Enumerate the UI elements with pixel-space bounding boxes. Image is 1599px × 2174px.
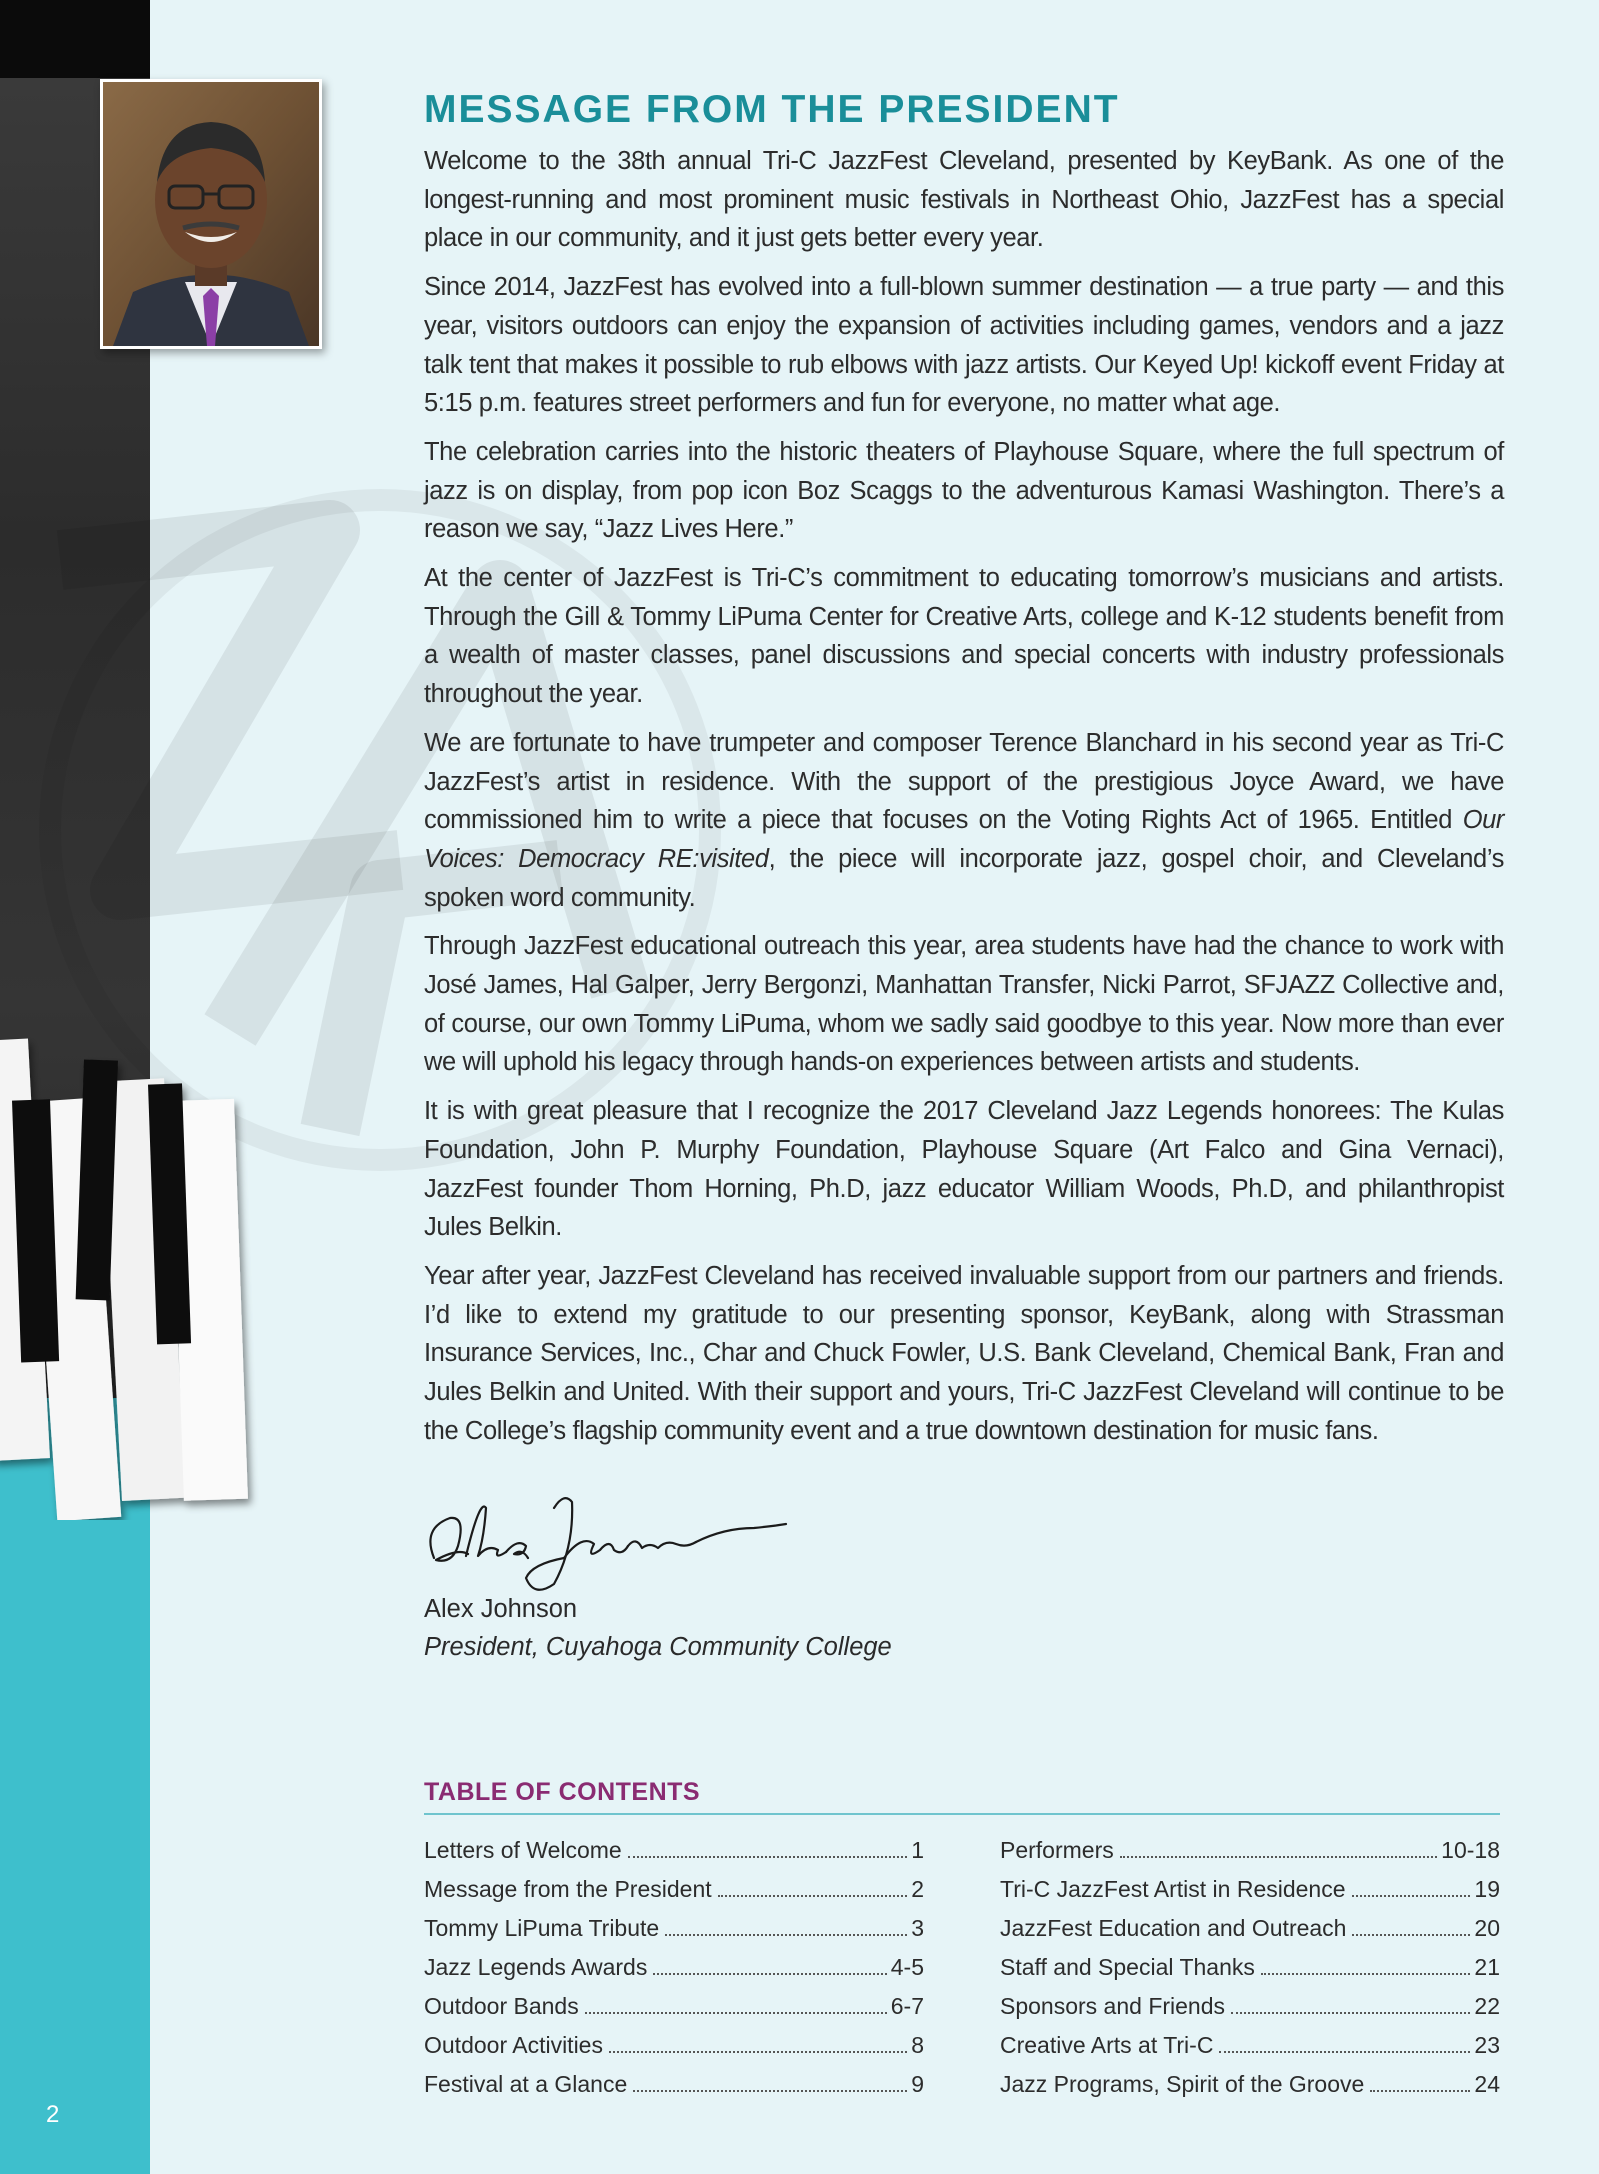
toc-entry [1000,1987,1500,2026]
signatory-title: President, Cuyahoga Community College [424,1633,892,1661]
toc-entry-label: Jazz Programs, Spirit of the Groove [1000,2071,1365,2097]
paragraph: Since 2014, JazzFest has evolved into a full-blown summer destination — a true party — and this year, visitors outdoors can enjoy the expansion of activities including games, vendors and a jazz talk tent that makes it possible to rub elbows with jazz artists. Our Keyed Up! kickoff event Friday at 5:15 p.m. features street performers and fun for everyone, no matter what age. [424,273,1504,418]
toc-entry [424,1948,924,1987]
toc-entry-label: Jazz Legends Awards [424,1954,648,1980]
toc-entry-page: 9 [911,2071,924,2097]
toc-entry-label: Performers [1000,1837,1114,1863]
page-title: MESSAGE FROM THE PRESIDENT [424,88,1120,131]
handwritten-signature [414,1488,794,1598]
toc-entry [424,1909,924,1948]
president-message [424,86,1504,1451]
toc-leader-dots [609,2051,907,2053]
paragraph: It is with great pleasure that I recognize the 2017 Cleveland Jazz Legends honorees: The Kulas Foundation, John P. Murphy Foundation, Playhouse Square (Art Falco and Gina Vernaci), JazzFest founder Thom Horning, Ph.D, jazz educator William Woods, Ph.D, and philanthropist Jules Belkin. [424,1097,1504,1242]
toc-leader-dots [1261,1973,1471,1975]
paragraph: Welcome to the 38th annual Tri-C JazzFest Cleveland, presented by KeyBank. As one of the longest-running and most prominent music festivals in Northeast Ohio, JazzFest has a special place in our community, and it just gets better every year. [424,147,1504,253]
toc-entry [1000,1909,1500,1948]
paragraph: Year after year, JazzFest Cleveland has received invaluable support from our partners and friends. I’d like to extend my gratitude to our presenting sponsor, KeyBank, along with Strassman Insurance Services, Inc., Char and Chuck Fowler, U.S. Bank Cleveland, Chemical Bank, Fran and Jules Belkin and United. With their support and yours, Tri-C JazzFest Cleveland will continue to be the College’s flagship community event and a true downtown destination for music fans. [424,1261,1504,1445]
paragraph-text: , the piece will incorporate jazz, gospel choir, and Cleveland’s spoken word community. [424,844,1504,912]
toc-entry [424,1987,924,2026]
toc-entry-page: 1 [911,1837,924,1863]
toc-entry [1000,1870,1500,1909]
toc-heading: TABLE OF CONTENTS [424,1778,1500,1815]
toc-leader-dots [1231,2012,1470,2014]
toc-leader-dots [628,1856,907,1858]
toc-entry-label: Sponsors and Friends [1000,1993,1226,2019]
signatory-name: Alex Johnson [424,1595,578,1623]
toc-entry-label: Tri-C JazzFest Artist in Residence [1000,1876,1346,1902]
toc-entry-label: Tommy LiPuma Tribute [424,1915,660,1941]
strip-black-band [0,0,150,78]
toc-entry [1000,2026,1500,2065]
paragraph: Through JazzFest educational outreach this year, area students have had the chance to work with José James, Hal Galper, Jerry Bergonzi, Manhattan Transfer, Nicki Parrot, SFJAZZ Collective and, of course, our own Tommy LiPuma, whom we sadly said goodbye to this year. Now more than ever we will uphold his legacy through hands-on experiences between artists and students. [424,932,1504,1077]
toc-entry-label: Outdoor Activities [424,2032,603,2058]
toc-entry-label: JazzFest Education and Outreach [1000,1915,1347,1941]
table-of-contents [424,1778,1500,2104]
toc-leader-dots [665,1934,907,1936]
toc-entry [1000,1948,1500,1987]
paragraph [424,724,1504,918]
toc-entry-page: 2 [911,1876,924,1902]
toc-leader-dots [718,1895,908,1897]
toc-leader-dots [1120,1856,1437,1858]
toc-entry-page: 24 [1474,2071,1500,2097]
toc-entry-page: 21 [1474,1954,1500,1980]
toc-columns [424,1831,1500,2104]
toc-leader-dots [1352,1895,1471,1897]
toc-entry-label: Creative Arts at Tri-C [1000,2032,1214,2058]
toc-leader-dots [653,1973,886,1975]
toc-leader-dots [1219,2051,1470,2053]
president-portrait-photo [100,79,322,349]
toc-entry [424,1870,924,1909]
toc-leader-dots [633,2090,907,2092]
toc-entry-label: Outdoor Bands [424,1993,579,2019]
toc-entry-page: 6-7 [890,1993,924,2019]
toc-entry-label: Staff and Special Thanks [1000,1954,1255,1980]
toc-entry-page: 8 [911,2032,924,2058]
paragraph: At the center of JazzFest is Tri-C’s commitment to educating tomorrow’s musicians and artists. Through the Gill & Tommy LiPuma Center for Creative Arts, college and K-12 students benefit from a wealth of master classes, panel discussions and special concerts with industry professionals throughout the year. [424,564,1504,709]
toc-entry [424,2026,924,2065]
toc-leader-dots [585,2012,887,2014]
toc-entry-page: 20 [1474,1915,1500,1941]
toc-entry [1000,2065,1500,2104]
toc-entry-page: 19 [1474,1876,1500,1902]
toc-entry [1000,1831,1500,1870]
page-number: 2 [46,2101,60,2128]
toc-entry-page: 4-5 [890,1954,924,1980]
toc-entry-page: 22 [1474,1993,1500,2019]
piano-keys-illustration [0,1020,260,1520]
paragraph: The celebration carries into the historic theaters of Playhouse Square, where the full spectrum of jazz is on display, from pop icon Boz Scaggs to the adventurous Kamasi Washington. There’s a reason we say, “Jazz Lives Here.” [424,437,1504,544]
toc-entry-page: 23 [1474,2032,1500,2058]
paragraph-text: We are fortunate to have trumpeter and composer Terence Blanchard in his second year as Tri-C JazzFest’s artist in residence. With the support of the prestigious Joyce Award, we have commissioned him to write a piece that focuses on the Voting Rights Act of 1965. Entitled [424,728,1504,835]
message-body [424,142,1504,1451]
toc-column-left [424,1831,924,2104]
toc-column-right [1000,1831,1500,2104]
toc-entry-label: Message from the President [424,1876,712,1902]
toc-entry-page: 3 [911,1915,924,1941]
toc-entry [424,1831,924,1870]
work-title: Our Voices: Democracy RE:visited [424,806,1504,873]
toc-entry-page: 10-18 [1441,1837,1500,1863]
toc-entry [424,2065,924,2104]
toc-entry-label: Festival at a Glance [424,2071,628,2097]
toc-leader-dots [1370,2090,1470,2092]
toc-entry-label: Letters of Welcome [424,1837,622,1863]
toc-leader-dots [1352,1934,1470,1936]
